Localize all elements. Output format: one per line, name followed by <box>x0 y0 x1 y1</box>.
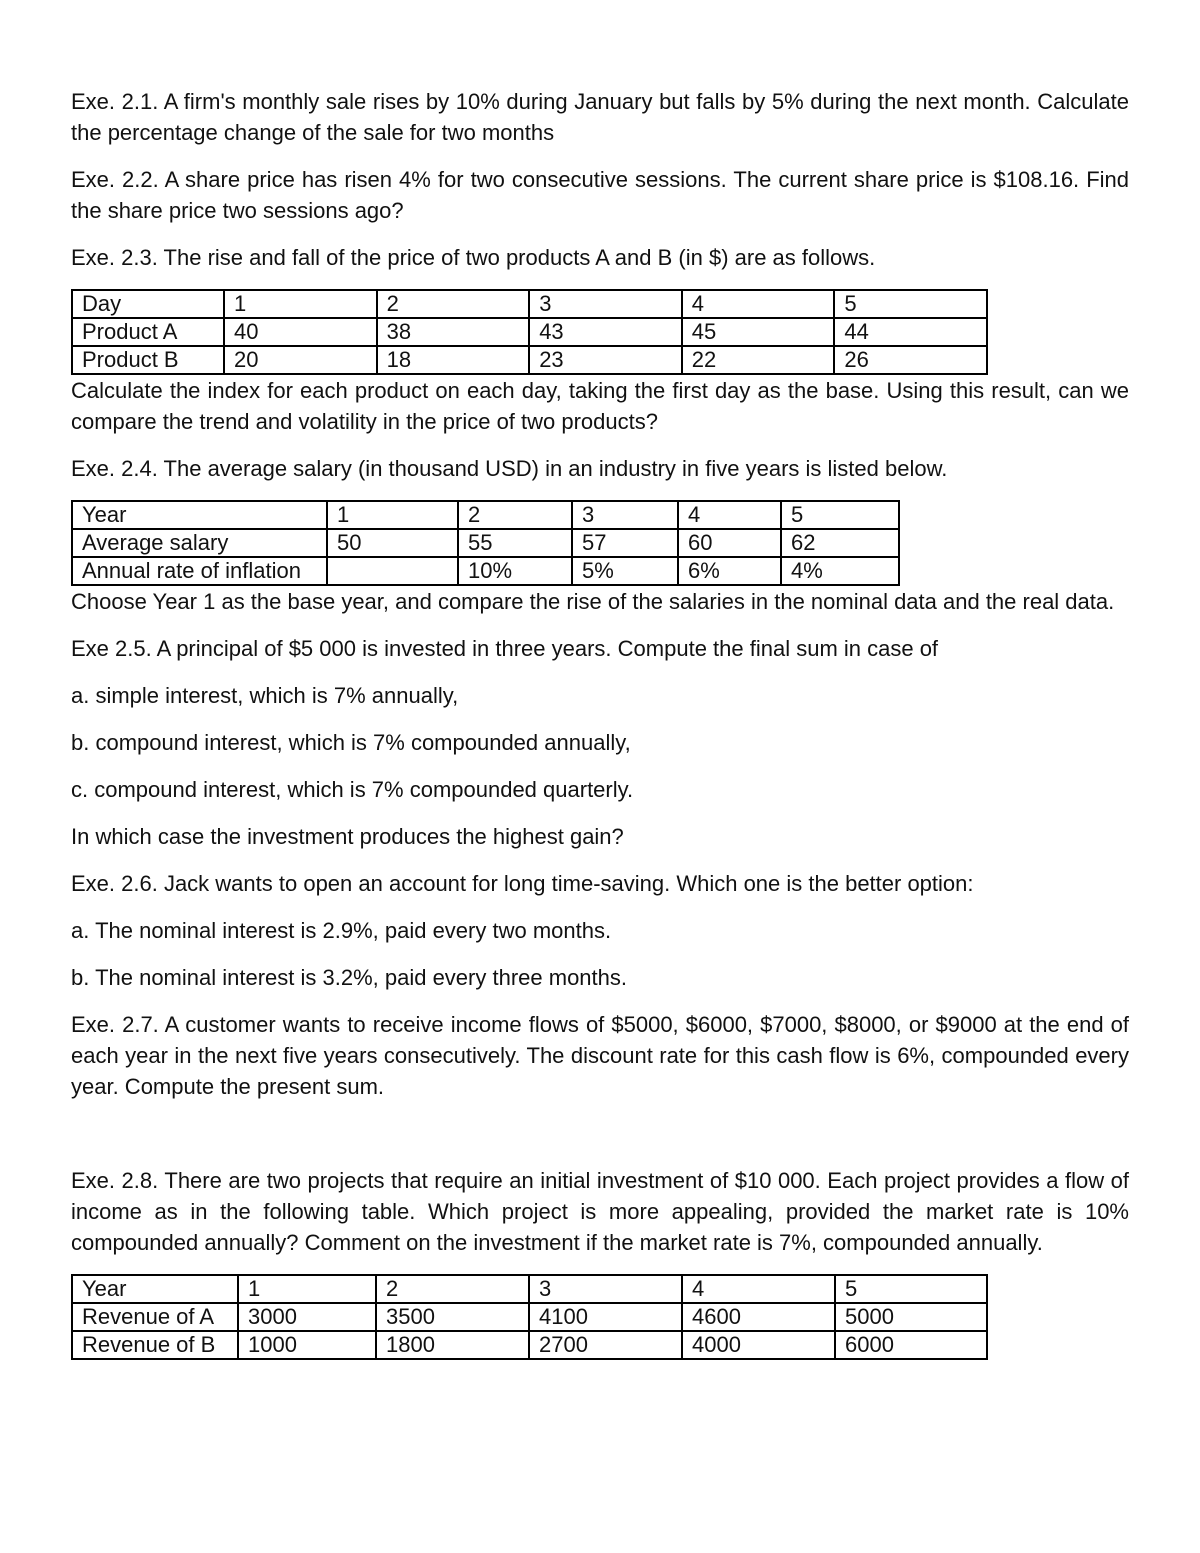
table-cell: 5 <box>781 501 899 529</box>
table-cell: Revenue of A <box>72 1303 238 1331</box>
table-cell: 38 <box>377 318 530 346</box>
table-row <box>72 1275 987 1303</box>
exercise-2-6: Exe. 2.6. Jack wants to open an account for long time-saving. Which one is the better option: <box>71 871 974 896</box>
table-cell: 4 <box>678 501 781 529</box>
table-cell: 4100 <box>529 1303 682 1331</box>
table-row <box>72 290 987 318</box>
table-cell: 60 <box>678 529 781 557</box>
table-cell: 1 <box>238 1275 376 1303</box>
table-row <box>72 346 987 374</box>
table-cell: 6000 <box>835 1331 987 1359</box>
table-cell <box>327 557 458 585</box>
exercise-2-8: Exe. 2.8. There are two projects that require an initial investment of $10 000. Each project provides a flow of income as in the following table. Which project is more appealing, provided the market rate is 10% compounded annually? Comment on the investment if the market rate is 7%, compounded annually. <box>71 1168 1129 1255</box>
table-cell: 22 <box>682 346 835 374</box>
exercise-2-6-option-b: b. The nominal interest is 3.2%, paid every three months. <box>71 965 627 990</box>
table-cell: Product A <box>72 318 224 346</box>
table-cell: 3500 <box>376 1303 529 1331</box>
exercise-2-3-question: Calculate the index for each product on each day, taking the first day as the base. Using this result, can we compare the trend and volatility in the price of two products? <box>71 378 1129 434</box>
exercise-2-5-question: In which case the investment produces the highest gain? <box>71 824 624 849</box>
table-cell: 3 <box>529 1275 682 1303</box>
product-price-table <box>71 289 988 375</box>
exercise-2-5-option-a: a. simple interest, which is 7% annually, <box>71 683 459 708</box>
exercise-2-5-option-c: c. compound interest, which is 7% compounded quarterly. <box>71 777 634 802</box>
salary-table <box>71 500 900 586</box>
table-cell: 45 <box>682 318 835 346</box>
table-cell: 4 <box>682 290 835 318</box>
table-cell: 62 <box>781 529 899 557</box>
table-cell: 10% <box>458 557 572 585</box>
table-cell: 55 <box>458 529 572 557</box>
table-cell: 1 <box>327 501 458 529</box>
exercise-2-5: Exe 2.5. A principal of $5 000 is invested in three years. Compute the final sum in case of <box>71 636 939 661</box>
exercise-2-2: Exe. 2.2. A share price has risen 4% for two consecutive sessions. The current share price is $108.16. Find the share price two sessions ago? <box>71 167 1129 223</box>
table-cell: 44 <box>834 318 987 346</box>
table-row <box>72 1331 987 1359</box>
table-cell: 5 <box>834 290 987 318</box>
table-cell: 5 <box>835 1275 987 1303</box>
table-cell: Year <box>72 501 327 529</box>
table-cell: 2 <box>376 1275 529 1303</box>
table-cell: 4 <box>682 1275 835 1303</box>
table-cell: 5000 <box>835 1303 987 1331</box>
table-cell: Annual rate of inflation <box>72 557 327 585</box>
exercise-2-7: Exe. 2.7. A customer wants to receive income flows of $5000, $6000, $7000, $8000, or $9000 at the end of each year in the next five years consecutively. The discount rate for this cash flow is 6%, compounded every year. Compute the present sum. <box>71 1012 1129 1099</box>
project-revenue-table <box>71 1274 988 1360</box>
table-cell: 23 <box>529 346 682 374</box>
table-cell: 40 <box>224 318 377 346</box>
exercise-2-4-question: Choose Year 1 as the base year, and compare the rise of the salaries in the nominal data and the real data. <box>71 589 1115 614</box>
table-cell: 1800 <box>376 1331 529 1359</box>
table-cell: Product B <box>72 346 224 374</box>
table-cell: 20 <box>224 346 377 374</box>
table-cell: 26 <box>834 346 987 374</box>
table-cell: 3 <box>572 501 678 529</box>
exercise-page <box>71 86 1129 1360</box>
table-cell: 2700 <box>529 1331 682 1359</box>
table-cell: Revenue of B <box>72 1331 238 1359</box>
table-cell: 3000 <box>238 1303 376 1331</box>
table-cell: 3 <box>529 290 682 318</box>
table-cell: 57 <box>572 529 678 557</box>
table-cell: Day <box>72 290 224 318</box>
exercise-2-6-option-a: a. The nominal interest is 2.9%, paid every two months. <box>71 918 612 943</box>
table-cell: 2 <box>458 501 572 529</box>
table-cell: 6% <box>678 557 781 585</box>
table-cell: 1 <box>224 290 377 318</box>
table-cell: Average salary <box>72 529 327 557</box>
table-row <box>72 318 987 346</box>
table-cell: 4% <box>781 557 899 585</box>
exercise-2-1: Exe. 2.1. A firm's monthly sale rises by 10% during January but falls by 5% during the next month. Calculate the percentage change of the sale for two months <box>71 89 1129 145</box>
table-cell: 5% <box>572 557 678 585</box>
exercise-2-4: Exe. 2.4. The average salary (in thousand USD) in an industry in five years is listed below. <box>71 456 948 481</box>
table-cell: 4000 <box>682 1331 835 1359</box>
table-cell: 18 <box>377 346 530 374</box>
table-cell: 4600 <box>682 1303 835 1331</box>
table-row <box>72 1303 987 1331</box>
table-row <box>72 557 899 585</box>
table-row <box>72 501 899 529</box>
table-cell: 50 <box>327 529 458 557</box>
exercise-2-5-option-b: b. compound interest, which is 7% compounded annually, <box>71 730 631 755</box>
exercise-2-3: Exe. 2.3. The rise and fall of the price of two products A and B (in $) are as follows. <box>71 245 876 270</box>
table-cell: 2 <box>377 290 530 318</box>
table-cell: 1000 <box>238 1331 376 1359</box>
table-cell: 43 <box>529 318 682 346</box>
table-row <box>72 529 899 557</box>
table-cell: Year <box>72 1275 238 1303</box>
